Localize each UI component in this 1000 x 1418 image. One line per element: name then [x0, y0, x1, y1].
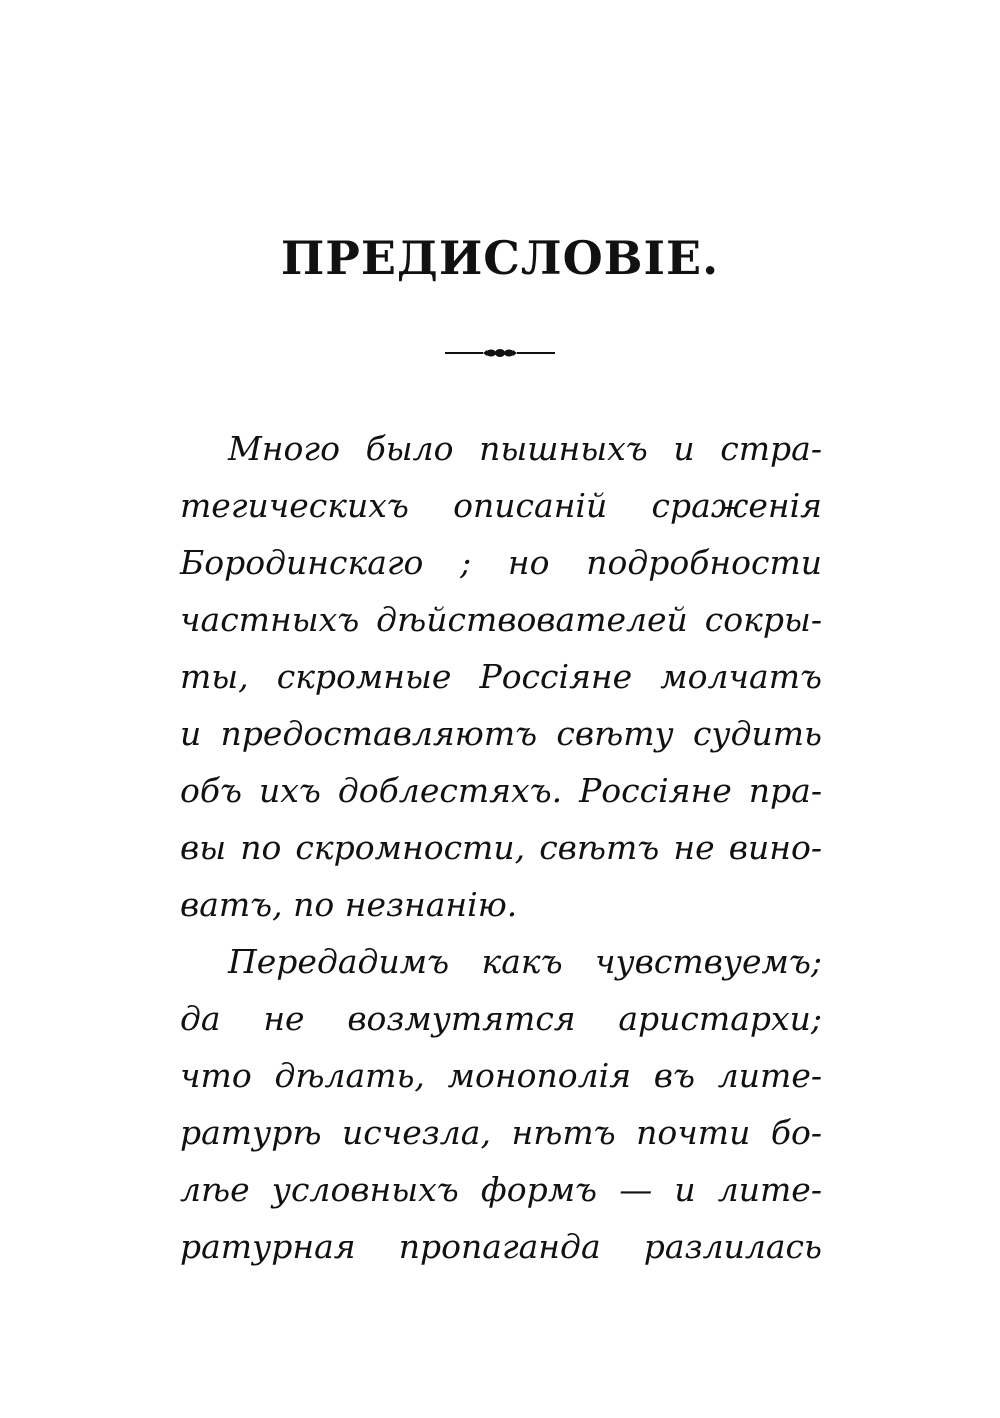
- text-line: Передадимъ какъ чувствуемъ;: [228, 942, 822, 981]
- text-line: и предоставляютъ свѣту судить: [180, 714, 822, 753]
- text-line: объ ихъ доблестяхъ. Россіяне пра-: [180, 771, 822, 810]
- text-line: да не возмутятся аристархи;: [180, 999, 822, 1038]
- text-line: ты, скромные Россіяне молчатъ: [180, 657, 822, 696]
- text-line: ватъ, по незнанію.: [180, 885, 518, 924]
- text-line: вы по скромности, свѣтъ не вино-: [180, 828, 822, 867]
- text-line: ратурѣ исчезла, нѣтъ почти бо-: [180, 1113, 822, 1152]
- preface-text: [180, 420, 822, 1275]
- text-line: тегическихъ описаній сраженія: [180, 486, 822, 525]
- ornament-divider-icon: [443, 344, 557, 362]
- paragraph-2: [180, 933, 822, 1275]
- text-line: ратурная пропаганда разлилась: [180, 1227, 822, 1266]
- text-line: Много было пышныхъ и стра-: [228, 429, 822, 468]
- text-line: частныхъ дѣйствователей сокры-: [180, 600, 822, 639]
- text-line: Бородинскаго ; но подробности: [180, 543, 822, 582]
- text-line: что дѣлать, монополія въ лите-: [180, 1056, 822, 1095]
- text-line: лѣе условныхъ формъ — и лите-: [180, 1170, 822, 1209]
- page-title: ПРЕДИСЛОВІЕ.: [280, 231, 720, 285]
- paragraph-1: [180, 420, 822, 933]
